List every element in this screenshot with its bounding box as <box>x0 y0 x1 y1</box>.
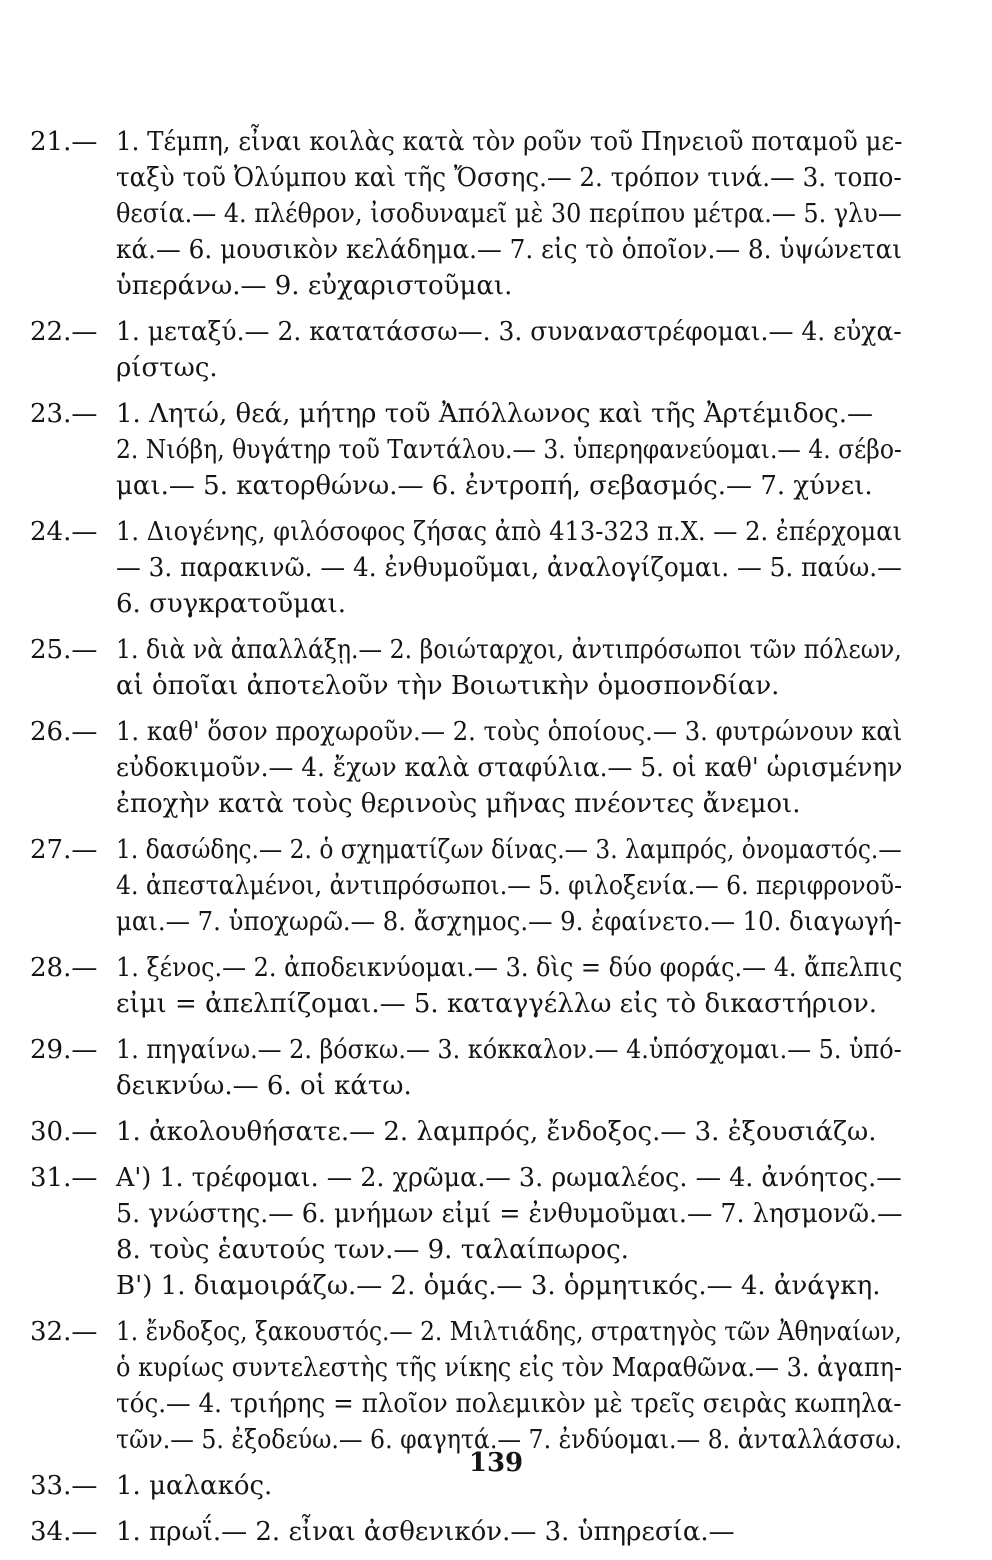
entry-text-line: μαι.— 7. ὑποχωρῶ.— 8. ἄσχημος.— 9. ἐφαίνετο.— 10. διαγωγή- <box>116 907 902 937</box>
entry-text-line: 1. ξένος.— 2. ἀποδεικνύομαι.— 3. δὶς = δύο φοράς.— 4. ἄπελπις <box>116 953 903 983</box>
entry-text-line: 1. Διογένης, φιλόσοφος ζήσας ἀπὸ 413-323 π.Χ. — 2. ἐπέρχομαι <box>116 517 903 547</box>
glossary-entries <box>0 124 992 1560</box>
glossary-entry <box>0 514 992 622</box>
entry-text-line: 1. πρωΐ.— 2. εἶναι ἀσθενικόν.— 3. ὑπηρεσία.— <box>116 1517 735 1547</box>
entry-text-line: 1. Λητώ, θεά, μήτηρ τοῦ Ἀπόλλωνος καὶ τῆς Ἀρτέμιδος.— <box>116 399 873 429</box>
entry-number: 29.— <box>30 1035 98 1065</box>
entry-number: 32.— <box>30 1317 98 1347</box>
entry-text-line: 4. ἀπεσταλμένοι, ἀντιπρόσωποι.— 5. φιλοξενία.— 6. περιφρονοῦ- <box>116 871 903 901</box>
glossary-entry <box>0 1032 992 1104</box>
entry-number: 23.— <box>30 399 98 429</box>
entry-text-line: 5. γνώστης.— 6. μνήμων εἰμί = ἐνθυμοῦμαι.— 7. λησμονῶ.— <box>116 1199 903 1229</box>
entry-text-line: 6. συγκρατοῦμαι. <box>116 589 347 619</box>
entry-text-line: ταξὺ τοῦ Ὀλύμπου καὶ τῆς Ὄσσης.— 2. τρόπον τινά.— 3. τοπο- <box>116 163 902 193</box>
entry-text-line: 2. Νιόβη, θυγάτηρ τοῦ Ταντάλου.— 3. ὑπερηφανεύομαι.— 4. σέβο- <box>116 435 902 465</box>
entry-number: 27.— <box>30 835 98 865</box>
entry-text-line: 1. μεταξύ.— 2. κατατάσσω—. 3. συναναστρέφομαι.— 4. εὐχα- <box>116 317 902 347</box>
glossary-entry <box>0 714 992 822</box>
entry-number: 21.— <box>30 127 98 157</box>
entry-text-line: 1. μαλακός. <box>116 1471 273 1501</box>
glossary-entry <box>0 124 992 304</box>
entry-text-line: 1. Τέμπη, εἶναι κοιλὰς κατὰ τὸν ροῦν τοῦ Πηνειοῦ ποταμοῦ με- <box>116 127 903 157</box>
entry-text-line: εἰμι = ἀπελπίζομαι.— 5. καταγγέλλω εἰς τὸ δικαστήριον. <box>116 989 878 1019</box>
entry-text-line: Β') 1. διαμοιράζω.— 2. ὁμάς.— 3. ὁρμητικός.— 4. ἀνάγκη. <box>116 1271 881 1301</box>
entry-text-line: ὑπεράνω.— 9. εὐχαριστοῦμαι. <box>116 271 513 301</box>
entry-text-line: ὁ κυρίως συντελεστὴς τῆς νίκης εἰς τὸν Μαραθῶνα.— 3. ἀγαπη- <box>116 1353 903 1383</box>
glossary-entry <box>0 1160 992 1304</box>
entry-number: 22.— <box>30 317 98 347</box>
entry-text-line: τῶν.— 5. ἐξοδεύω.— 6. φαγητά.— 7. ἐνδύομαι.— 8. ἀνταλλάσσω. <box>116 1425 902 1455</box>
entry-number: 34.— <box>30 1517 98 1547</box>
entry-text-line: 1. πηγαίνω.— 2. βόσκω.— 3. κόκκαλον.— 4.ὑπόσχομαι.— 5. ὑπό- <box>116 1035 902 1065</box>
entry-text-line: 1. ἔνδοξος, ξακουστός.— 2. Μιλτιάδης, στρατηγὸς τῶν Ἀθηναίων, <box>116 1317 902 1347</box>
entry-text-line: ἐποχὴν κατὰ τοὺς θερινοὺς μῆνας πνέοντες ἄνεμοι. <box>116 789 801 819</box>
entry-text-line: κά.— 6. μουσικὸν κελάδημα.— 7. εἰς τὸ ὁποῖον.— 8. ὑψώνεται <box>116 235 902 265</box>
glossary-entry <box>0 1514 992 1550</box>
entry-text-line: 1. καθ' ὅσον προχωροῦν.— 2. τοὺς ὁποίους.— 3. φυτρώνουν καὶ <box>116 717 903 747</box>
glossary-entry <box>0 1114 992 1150</box>
glossary-entry <box>0 950 992 1022</box>
entry-text-line: δεικνύω.— 6. οἱ κάτω. <box>116 1071 412 1101</box>
glossary-entry <box>0 314 992 386</box>
entry-number: 25.— <box>30 635 98 665</box>
page-number: 139 <box>468 1448 524 1478</box>
entry-number: 26.— <box>30 717 98 747</box>
entry-number: 33.— <box>30 1471 98 1501</box>
glossary-entry <box>0 396 992 504</box>
entry-number: 30.— <box>30 1117 98 1147</box>
entry-text-line: εὐδοκιμοῦν.— 4. ἔχων καλὰ σταφύλια.— 5. οἱ καθ' ὡρισμένην <box>116 753 903 783</box>
entry-text-line: 8. τοὺς ἑαυτούς των.— 9. ταλαίπωρος. <box>116 1235 629 1265</box>
entry-number: 24.— <box>30 517 98 547</box>
glossary-entry <box>0 1314 992 1458</box>
entry-text-line: Α') 1. τρέφομαι. — 2. χρῶμα.— 3. ρωμαλέος. — 4. ἀνόητος.— <box>116 1163 902 1193</box>
entry-text-line: 1. δασώδης.— 2. ὁ σχηματίζων δίνας.— 3. λαμπρός, ὀνομαστός.— <box>116 835 902 865</box>
glossary-entry <box>0 632 992 704</box>
entry-text-line: τός.— 4. τριήρης = πλοῖον πολεμικὸν μὲ τρεῖς σειρὰς κωπηλα- <box>116 1389 902 1419</box>
entry-text-line: — 3. παρακινῶ. — 4. ἐνθυμοῦμαι, ἀναλογίζομαι. — 5. παύω.— <box>116 553 902 583</box>
entry-text-line: 1. διὰ νὰ ἀπαλλάξῃ.— 2. βοιώταρχοι, ἀντιπρόσωποι τῶν πόλεων, <box>116 635 902 665</box>
entry-text-line: ρίστως. <box>116 353 218 383</box>
entry-number: 28.— <box>30 953 98 983</box>
entry-text-line: 1. ἀκολουθήσατε.— 2. λαμπρός, ἔνδοξος.— 3. ἐξουσιάζω. <box>116 1117 877 1147</box>
entry-text-line: μαι.— 5. κατορθώνω.— 6. ἐντροπή, σεβασμός.— 7. χύνει. <box>116 471 873 501</box>
glossary-entry <box>0 832 992 940</box>
entry-text-line: αἱ ὁποῖαι ἀποτελοῦν τὴν Βοιωτικὴν ὁμοσπονδίαν. <box>116 671 780 701</box>
entry-number: 31.— <box>30 1163 98 1193</box>
entry-text-line: θεσία.— 4. πλέθρον, ἰσοδυναμεῖ μὲ 30 περίπου μέτρα.— 5. γλυ— <box>116 199 902 229</box>
